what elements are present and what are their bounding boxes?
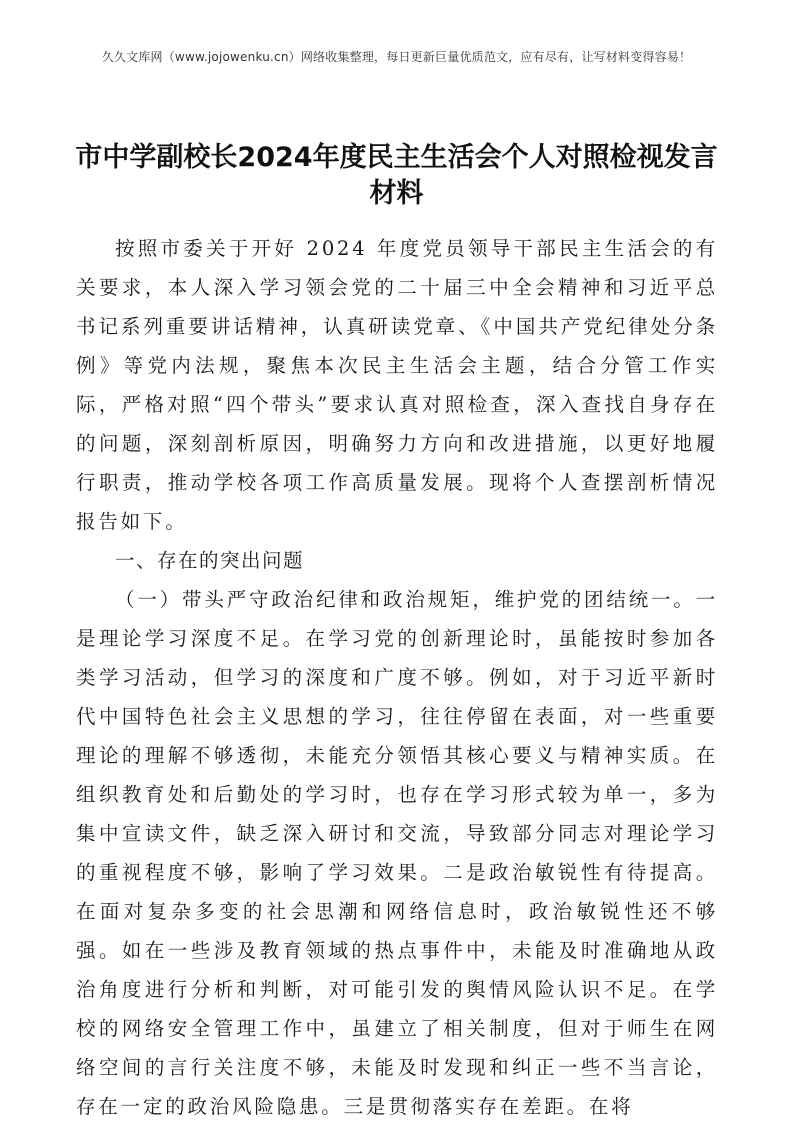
body-paragraph: （一）带头严守政治纪律和政治规矩，维护党的团结统一。一是理论学习深度不足。在学习党的创新理论时，虽能按时参加各类学习活动，但学习的深度和广度不够。例如，对于习近平新时代中国特色社会主义思想的学习，往往停留在表面，对一些重要理论的理解不够透彻，未能充分领悟其核心要义与精神实质。在组织教育处和后勤处的学习时，也存在学习形式较为单一，多为集中宣读文件，缺乏深入研讨和交流，导致部分同志对理论学习的重视程度不够，影响了学习效果。二是政治敏锐性有待提高。在面对复杂多变的社会思潮和网络信息时，政治敏锐性还不够强。如在一些涉及教育领域的热点事件中，未能及时准确地从政治角度进行分析和判断，对可能引发的舆情风险认识不足。在学校的网络安全管理工作中，虽建立了相关制度，但对于师生在网络空间的言行关注度不够，未能及时发现和纠正一些不当言论，存在一定的政治风险隐患。三是贯彻落实存在差距。在将 [76, 588, 718, 1118]
document-title: 市中学副校长2024年度民主生活会个人对照检视发言材料 [75, 142, 718, 209]
header-note: 久久文库网（www.jojowenku.cn）网络收集整理，每日更新巨量优质范文，应有尽有，让写材料变得容易！ [101, 50, 692, 64]
section-heading: 一、存在的突出问题 [115, 549, 305, 572]
intro-paragraph: 按照市委关于开好 2024 年度党员领导干部民主生活会的有关要求，本人深入学习领会党的二十届三中全会精神和习近平总书记系列重要讲话精神，认真研读党章、《中国共产党纪律处分条例》等党内法规，聚焦本次民主生活会主题，结合分管工作实际，严格对照“四个带头”要求认真对照检查，深入查找自身存在的问题，深刻剖析原因，明确努力方向和改进措施，以更好地履行职责，推动学校各项工作高质量发展。现将个人查摆剖析情况报告如下。 [76, 237, 718, 533]
document-body [76, 229, 718, 1126]
